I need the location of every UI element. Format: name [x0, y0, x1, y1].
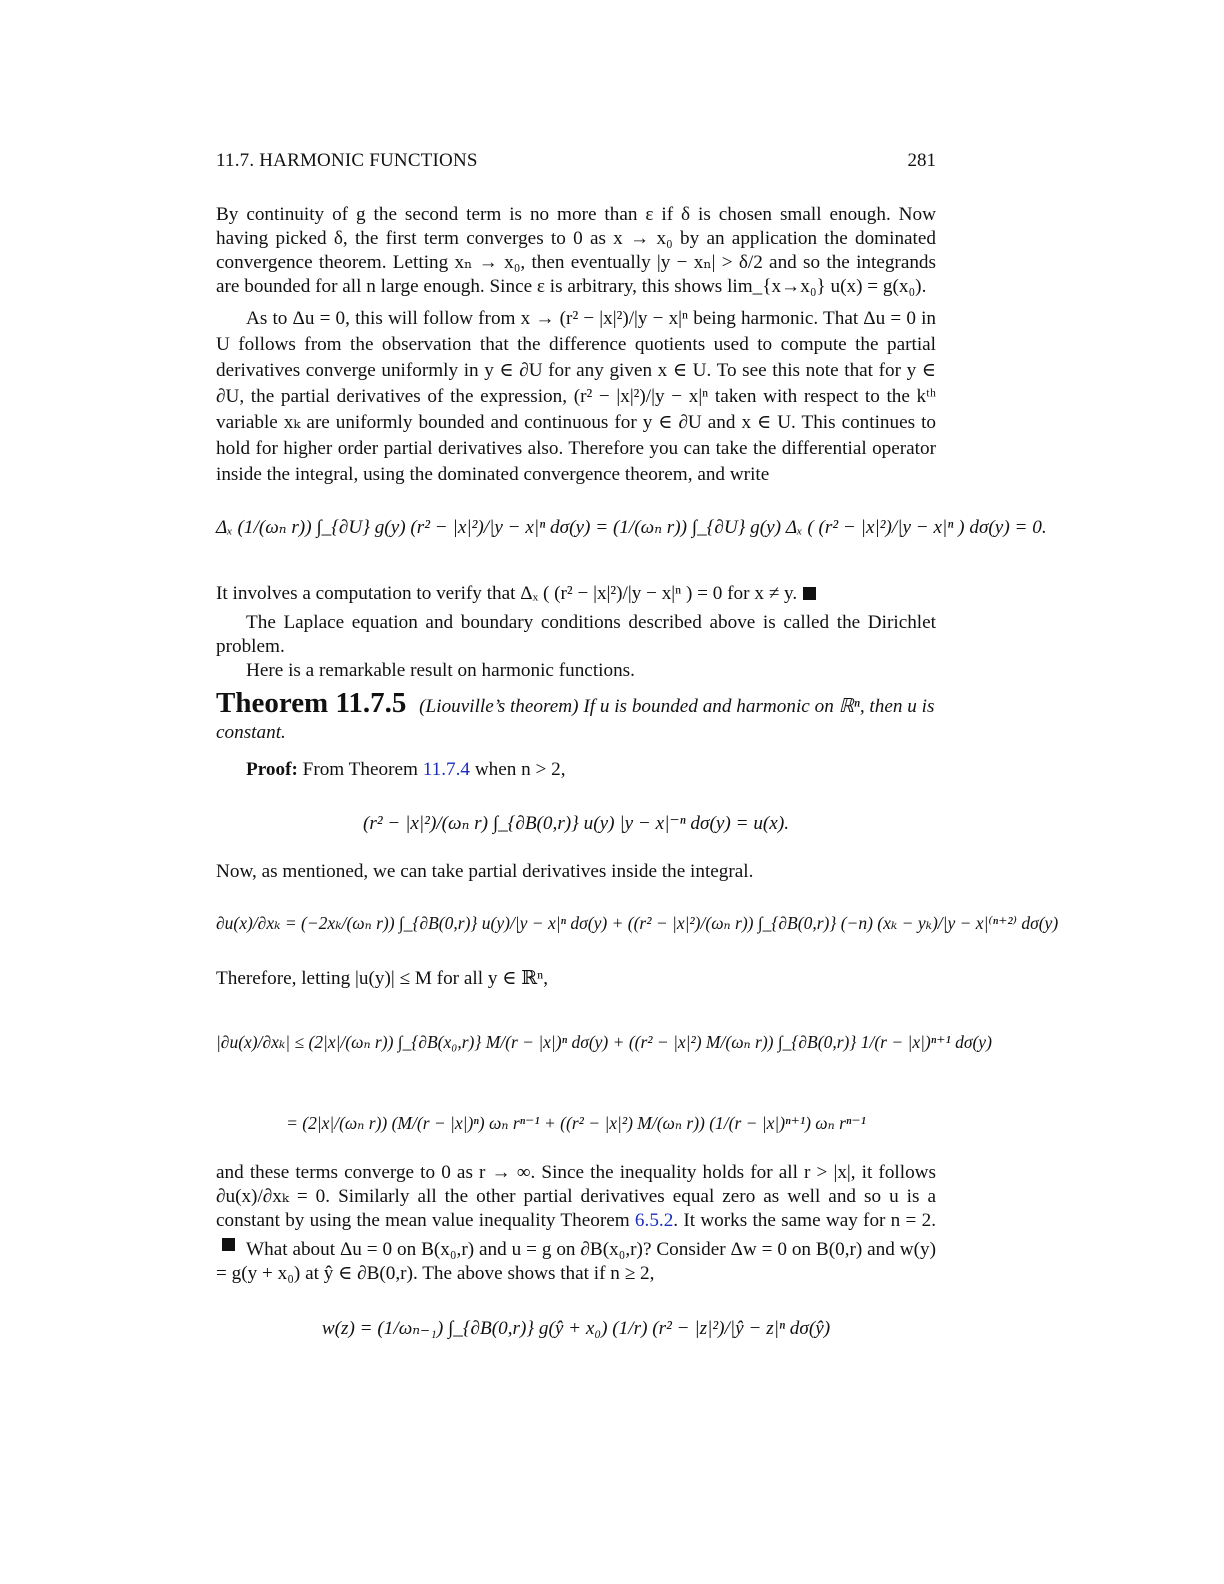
equation-partial-derivative: ∂u(x)/∂xₖ = (−2xₖ/(ωₙ r)) ∫_{∂B(0,r)} u(y)/|y − x|ⁿ dσ(y) + ((r² − |x|²)/(ωₙ r)) ∫_{∂B(0,r)} (−n) (xₖ − yₖ)/|y − x|⁽ⁿ⁺²⁾ dσ(y): [216, 913, 1059, 933]
proof-label: Proof:: [246, 759, 298, 780]
equation-mean-value: (r² − |x|²)/(ωₙ r) ∫_{∂B(0,r)} u(y) |y − x|⁻ⁿ dσ(y) = u(x).: [362, 813, 790, 834]
paragraph-remarkable: Here is a remarkable result on harmonic functions.: [246, 660, 635, 681]
theorem-link-6-5-2[interactable]: 6.5.2: [634, 1210, 674, 1231]
equation-evaluated: = (2|x|/(ωₙ r)) (M/(r − |x|)ⁿ) ωₙ rⁿ⁻¹ + ((r² − |x|²) M/(ωₙ r)) (1/(r − |x|)ⁿ⁺¹) ωₙ rⁿ⁻¹: [286, 1113, 866, 1133]
proof-intro: [216, 758, 936, 782]
equation-laplacian-under-integral: Δₓ (1/(ωₙ r)) ∫_{∂U} g(y) (r² − |x|²)/|y − x|ⁿ dσ(y) = (1/(ωₙ r)) ∫_{∂U} g(y) Δₓ ( (r² − |x|²)/|y − x|ⁿ ) dσ(y) = 0.: [216, 517, 1047, 538]
conclusion-tail: . It works the same way for n = 2.: [673, 1210, 936, 1231]
qed-square-icon: [803, 587, 816, 600]
paragraph-translation: What about Δu = 0 on B(x₀,r) and u = g on ∂B(x₀,r)? Consider Δw = 0 on B(0,r) and w(y) = g(y + x₀) at ŷ ∈ ∂B(0,r). The above shows that if n ≥ 2,: [216, 1239, 936, 1284]
theorem-note: (Liouville’s theorem): [419, 696, 579, 717]
paragraph-continuity: By continuity of g the second term is no more than ε if δ is chosen small enough. Now having picked δ, the first term converges to 0 as x → x₀ by an application the dominated convergence theorem. Letting xₙ → x₀, then eventually |y − xₙ| > δ/2 and so the integrands are bounded for all n large enough. Since ε is arbitrary, this shows lim_{x→x₀} u(x) = g(x₀).: [216, 204, 936, 297]
equation-poisson-w: w(z) = (1/ωₙ₋₁) ∫_{∂B(0,r)} g(ŷ + x₀) (1/r) (r² − |z|²)/|ŷ − z|ⁿ dσ(ŷ): [321, 1318, 831, 1339]
proof-intro-before: From Theorem: [302, 759, 418, 780]
page-number: 281: [907, 150, 936, 171]
theorem-statement: If u is bounded and harmonic on ℝⁿ, then u is constant.: [216, 696, 935, 743]
theorem-link-11-7-4[interactable]: 11.7.4: [422, 759, 471, 780]
theorem-title: Theorem 11.7.5: [216, 687, 407, 719]
conclusion-text: and these terms converge to 0 as r → ∞. Since the inequality holds for all r > |x|, it follows ∂u(x)/∂xₖ = 0. Similarly all the other partial derivatives equal zero as well and so u is a constant by using the mean value inequality Theorem: [216, 1162, 936, 1231]
paragraph-dirichlet: The Laplace equation and boundary conditions described above is called the Dirichlet problem.: [216, 612, 936, 657]
equation-inequality: |∂u(x)/∂xₖ| ≤ (2|x|/(ωₙ r)) ∫_{∂B(x₀,r)} M/(r − |x|)ⁿ dσ(y) + ((r² − |x|²) M/(ωₙ r)) ∫_{∂B(0,r)} 1/(r − |x|)ⁿ⁺¹ dσ(y): [216, 1032, 992, 1052]
section-title: 11.7. HARMONIC FUNCTIONS: [216, 150, 478, 171]
paragraph-partial-derivatives: Now, as mentioned, we can take partial derivatives inside the integral.: [216, 861, 754, 882]
paragraph-computation: [216, 582, 936, 606]
paragraph-bound-M: Therefore, letting |u(y)| ≤ M for all y ∈ ℝⁿ,: [216, 968, 548, 989]
proof-intro-after: when n > 2,: [474, 759, 566, 780]
computation-text: It involves a computation to verify that Δₓ ( (r² − |x|²)/|y − x|ⁿ ) = 0 for x ≠ y.: [216, 583, 798, 604]
running-header: [216, 150, 936, 172]
theorem-block: [216, 687, 936, 746]
paragraph-harmonic: As to Δu = 0, this will follow from x → (r² − |x|²)/|y − x|ⁿ being harmonic. That Δu = 0 in U follows from the observation that the difference quotients used to compute the partial derivatives converge uniformly in y ∈ ∂U for any given x ∈ U. To see this note that for y ∈ ∂U, the partial derivatives of the expression, (r² − |x|²)/|y − x|ⁿ taken with respect to the kᵗʰ variable xₖ are uniformly bounded and continuous for y ∈ ∂U and x ∈ U. This continues to hold for higher order partial derivatives also. Therefore you can take the differential operator inside the integral, using the dominated convergence theorem, and write: [216, 308, 936, 485]
